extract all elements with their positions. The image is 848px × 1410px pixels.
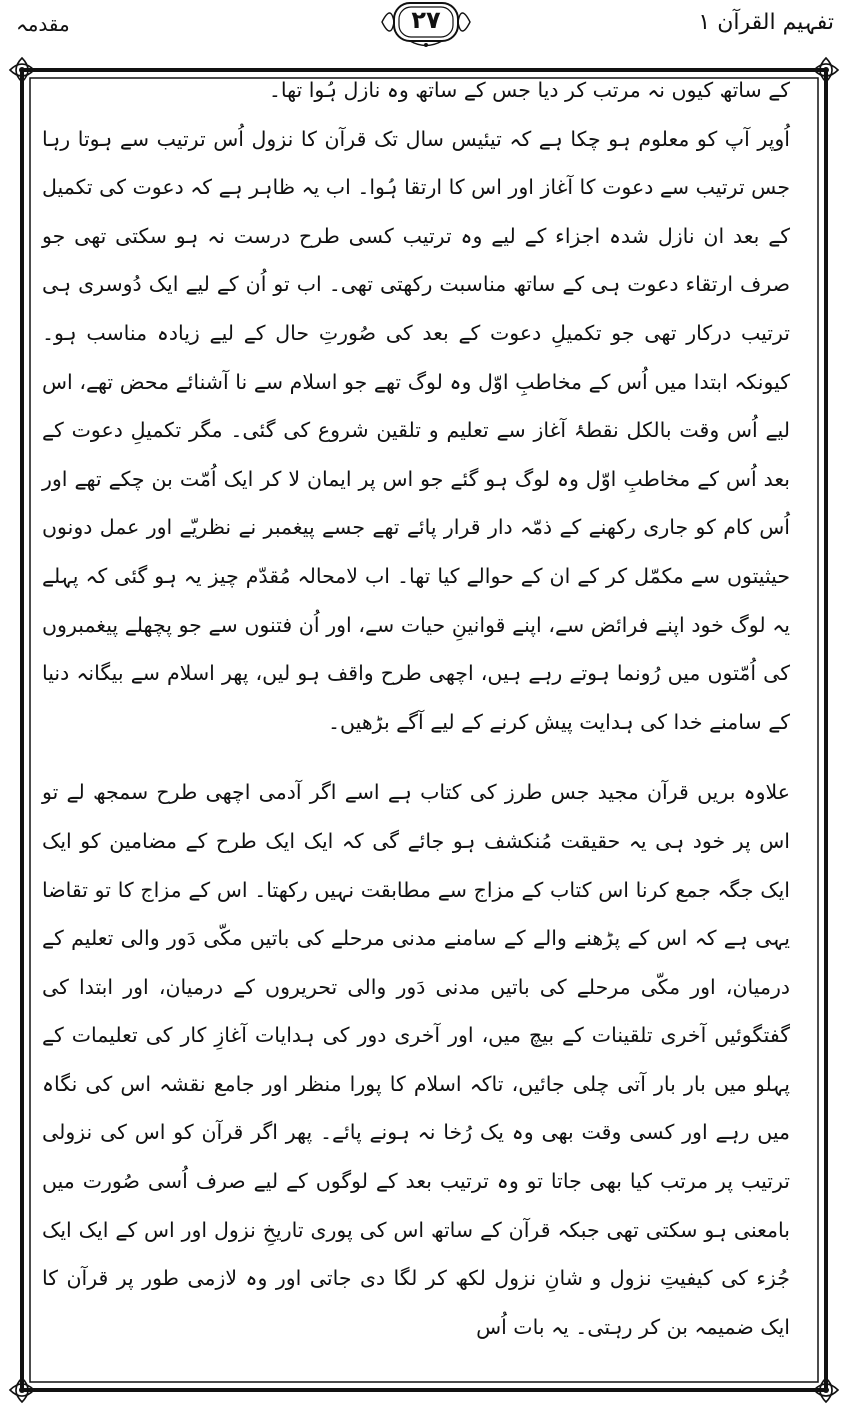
text-line: ہیں، اچھی طرح واقف ہو لیں، پھر اسلام سے بیگانہ دنیا کے سامنے خدا کی ہدایت پیش کرنے کے لیے (42, 661, 790, 734)
page-body-text (42, 66, 790, 1351)
text-line: کسی طرح درست نہ ہو سکتی تھی جو صرف ارتقاء دعوت ہی کے ساتھ مناسبت رکھتی تھی۔ اب تو اُن کے لیے ایک (42, 223, 790, 297)
text-line: آتی چلی جائیں، تاکہ اسلام کا پورا منظر اور جامع نقشہ اس کی نگاہ میں رہے اور کسی وقت بھی وہ یک رُخا نہ ہونے پائے۔ (42, 1071, 790, 1145)
section-title: مقدمہ (16, 12, 70, 36)
text-line: تعلیم و تلقین شروع کی گئی۔ مگر تکمیلِ دعوت کے بعد اُس کے مخاطبِ اوّل وہ لوگ ہو گئے جو اس پر ایمان لا کر (42, 418, 790, 491)
page-header (0, 0, 848, 56)
text-line: ایک اُمّت بن چکے تھے اور اُس کام کو جاری رکھنے کے ذمّہ دار قرار پائے تھے جسے پیغمبر نے نظریّے اور عمل (42, 466, 790, 540)
text-line: علاوہ بریں قرآن مجید جس طرز کی کتاب ہے اسے اگر آدمی اچھی طرح سمجھ لے تو اس پر خود ہی یہ (42, 780, 790, 853)
text-line: اُس کے مخاطبِ اوّل وہ لوگ تھے جو اسلام سے نا آشنائے محض تھے، اس لیے اُس وقت بالکل نقطۂ آغاز سے (42, 369, 790, 443)
text-line: صُورت میں بامعنی ہو سکتی تھی جبکہ قرآن کے ساتھ اس کی پوری تاریخِ نزول اور اس کے ایک ایک جُزء کی (42, 1169, 790, 1291)
running-title: تفہیم القرآن ۱ (698, 10, 834, 35)
text-line: فرائض سے، اپنے قوانینِ حیات سے، اور اُن فتنوں سے جو پچھلے پیغمبروں کی اُمّتوں میں رُونما ہوتے رہے (42, 612, 790, 686)
text-line: اُوپر آپ کو معلوم ہو چکا ہے کہ تیئیس سال تک قرآن کا نزول اُس ترتیب سے ہوتا رہا جس ترتیب سے دعوت (42, 126, 790, 200)
text-line: مطابقت نہیں رکھتا۔ اس کے مزاج کا تو تقاضا یہی ہے کہ اس کے پڑھنے والے کے سامنے مدنی مرحلے (42, 877, 790, 951)
text-line: کیفیتِ نزول و شانِ نزول لکھ کر لگا دی جاتی اور وہ لازمی طور پر قرآن کا ایک ضمیمہ بن کر رہتی۔ یہ بات اُس (42, 1266, 790, 1339)
text-line: کی گفتگوئیں آخری تلقینات کے بیچ میں، اور آخری دور کی ہدایات آغازِ کار کی تعلیمات کے پہلو میں بار بار (42, 974, 790, 1096)
text-line: کے ساتھ کیوں نہ مرتب کر دیا جس کے ساتھ وہ نازل ہُوا تھا۔ (268, 78, 790, 102)
page-number-ornament (380, 0, 472, 48)
paragraph (42, 66, 790, 115)
text-line: کا آغاز اور اس کا ارتقا ہُوا۔ اب یہ ظاہر ہے کہ دعوت کی تکمیل کے بعد ان نازل شدہ اجزاء کے لیے وہ ترتیب (42, 175, 790, 248)
paragraph (42, 768, 790, 1351)
paragraph (42, 115, 790, 747)
text-line: پھر اگر قرآن کو اس کی نزولی ترتیب پر مرتب کیا بھی جاتا تو وہ ترتیب بعد کے لوگوں کے لیے صرف اُسی (42, 1120, 790, 1194)
text-line: آگے بڑھیں۔ (328, 709, 424, 734)
text-line: دونوں حیثیتوں سے مکمّل کر کے ان کے حوالے کیا تھا۔ اب لامحالہ مُقدّم چیز یہ ہو گئی کہ پہلے یہ لوگ خود اپنے (42, 515, 790, 637)
text-line: حقیقت مُنکشف ہو جائے گی کہ ایک ایک طرح کے مضامین کو ایک ایک جگہ جمع کرنا اس کتاب کے مزاج سے (42, 828, 790, 902)
page-number: ۲۷ (411, 6, 441, 34)
text-line: کی باتیں مکّی دَور والی تعلیم کے درمیان، اور مکّی مرحلے کی باتیں مدنی دَور والی تحریروں کے درمیان، اور ابتدا (42, 926, 790, 999)
text-line: دُوسری ہی ترتیب درکار تھی جو تکمیلِ دعوت کے بعد کی صُورتِ حال کے لیے زیادہ مناسب ہو۔ کیونکہ ابتدا میں (42, 272, 790, 394)
